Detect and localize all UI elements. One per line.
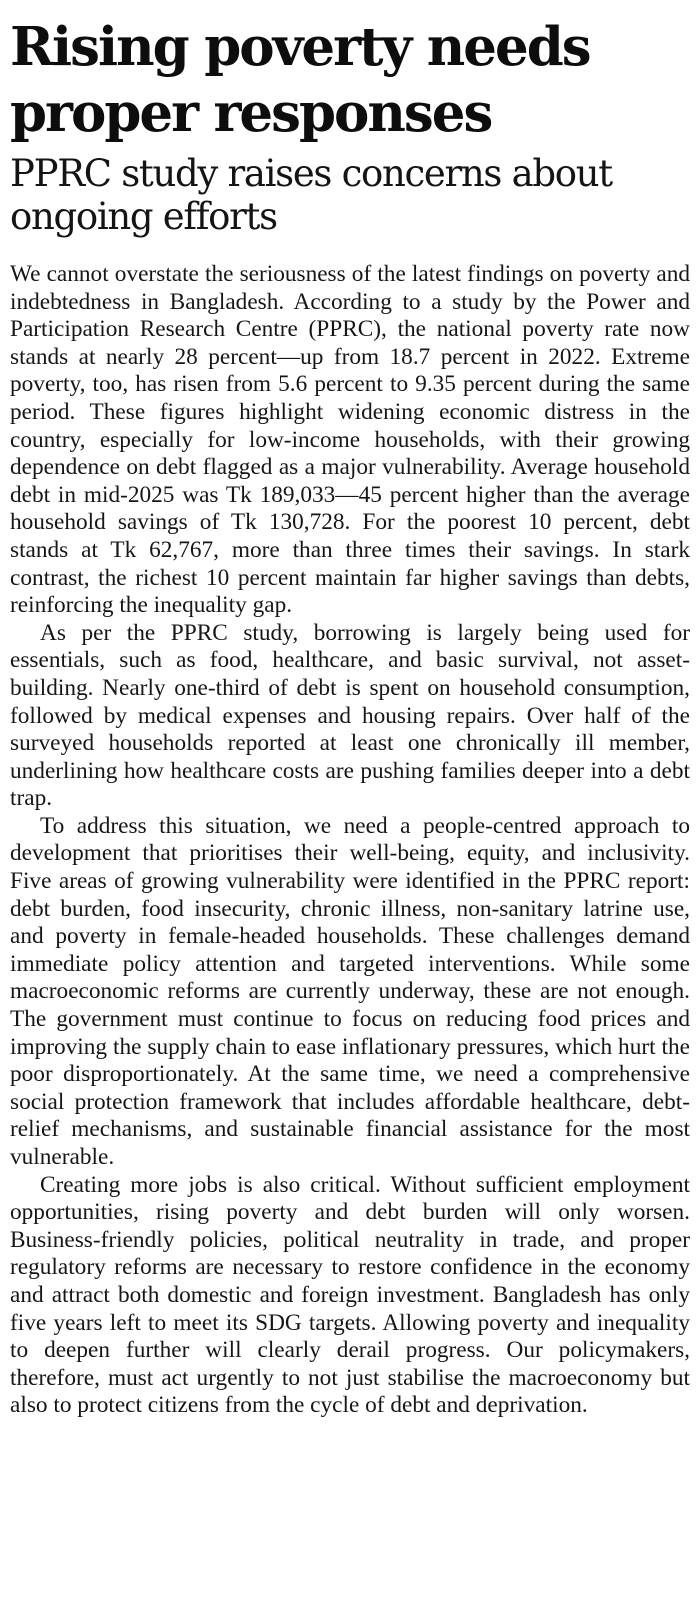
subheadline: PPRC study raises concerns about ongoing efforts: [10, 152, 612, 238]
body-paragraph-1: We cannot overstate the seriousness of the latest findings on poverty and indebtedness in Bangladesh. According to a study by the Power and Participation Research Centre (PPRC), the national poverty rate now stands at nearly 28 percent—up from 18.7 percent in 2022. Extreme poverty, too, has risen from 5.6 percent to 9.35 percent during the same period. These figures highlight widening economic distress in the country, especially for low-income households, with their growing dependence on debt flagged as a major vulnerability. Average household debt in mid-2025 was Tk 189,033—45 percent higher than the average household savings of Tk 130,728. For the poorest 10 percent, debt stands at Tk 62,767, more than three times their savings. In stark contrast, the richest 10 percent maintain far higher savings than debts, reinforcing the inequality gap.: [10, 261, 690, 619]
body-paragraph-2: As per the PPRC study, borrowing is largely being used for essentials, such as food, healthcare, and basic survival, not asset-building. Nearly one-third of debt is spent on household consumption, followed by medical expenses and housing repairs. Over half of the surveyed households reported at least one chronically ill member, underlining how healthcare costs are pushing families deeper into a debt trap.: [10, 619, 690, 812]
body-paragraph-3: To address this situation, we need a people-centred approach to development that prioritises their well-being, equity, and inclusivity. Five areas of growing vulnerability were identified in the PPRC report: debt burden, food insecurity, chronic illness, non-sanitary latrine use, and poverty in female-headed households. These challenges demand immediate policy attention and targeted interventions. While some macroeconomic reforms are currently underway, these are not enough. The government must continue to focus on reducing food prices and improving the supply chain to ease inflationary pressures, which hurt the poor disproportionately. At the same time, we need a comprehensive social protection framework that includes affordable healthcare, debt-relief mechanisms, and sustainable financial assistance for the most vulnerable.: [10, 812, 690, 1170]
body-paragraph-4: Creating more jobs is also critical. Without sufficient employment opportunities, rising poverty and debt burden will only worsen. Business-friendly policies, political neutrality in trade, and proper regulatory reforms are necessary to restore confidence in the economy and attract both domestic and foreign investment. Bangladesh has only five years left to meet its SDG targets. Allowing poverty and inequality to deepen further will clearly derail progress. Our policymakers, therefore, must act urgently to not just stabilise the macroeconomy but also to protect citizens from the cycle of debt and deprivation.: [10, 1171, 690, 1419]
article-body: [10, 261, 690, 1420]
headline: Rising poverty needs proper responses: [10, 16, 590, 144]
